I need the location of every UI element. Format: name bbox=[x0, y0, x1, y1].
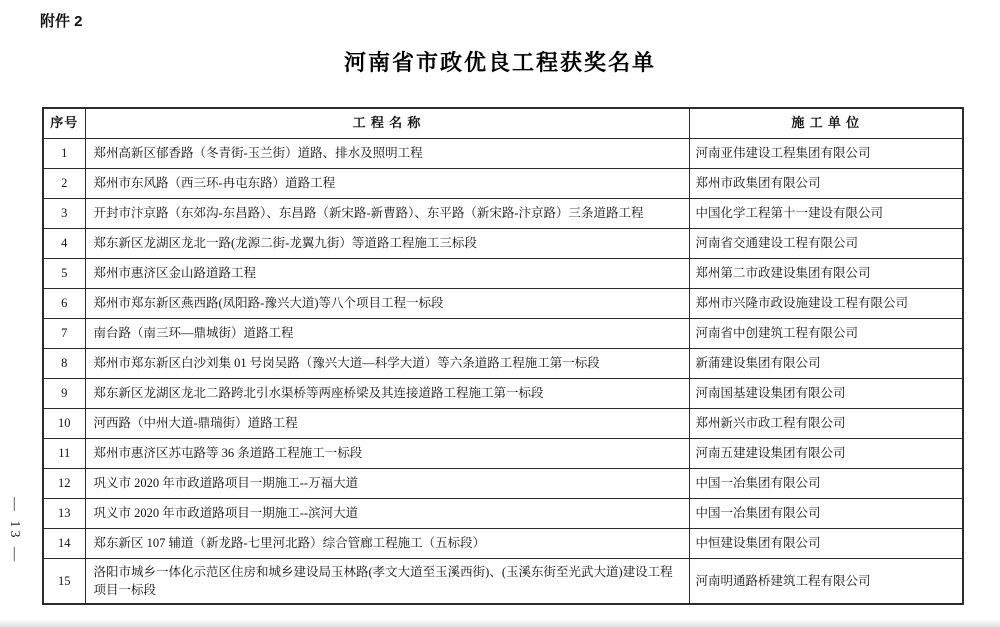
serial-no-cell: 12 bbox=[43, 468, 85, 498]
serial-no-cell: 3 bbox=[43, 198, 85, 228]
serial-no-cell: 7 bbox=[43, 318, 85, 348]
construction-unit-cell: 新蒲建设集团有限公司 bbox=[689, 348, 963, 378]
table-row bbox=[43, 138, 963, 168]
table-row bbox=[43, 168, 963, 198]
serial-no-cell: 1 bbox=[43, 138, 85, 168]
header-project-name: 工 程 名 称 bbox=[85, 108, 689, 138]
table-row bbox=[43, 378, 963, 408]
project-name-cell: 河西路（中州大道-鼎瑞街）道路工程 bbox=[85, 408, 689, 438]
serial-no-cell: 8 bbox=[43, 348, 85, 378]
serial-no-cell: 11 bbox=[43, 438, 85, 468]
table-row bbox=[43, 468, 963, 498]
table-row bbox=[43, 198, 963, 228]
project-name-cell: 郑州市惠济区苏屯路等 36 条道路工程施工一标段 bbox=[85, 438, 689, 468]
serial-no-cell: 2 bbox=[43, 168, 85, 198]
construction-unit-cell: 河南明通路桥建筑工程有限公司 bbox=[689, 558, 963, 604]
table-row bbox=[43, 228, 963, 258]
construction-unit-cell: 河南五建建设集团有限公司 bbox=[689, 438, 963, 468]
table-row bbox=[43, 348, 963, 378]
project-name-cell: 郑东新区龙湖区龙北一路(龙源二街-龙翼九街）等道路工程施工三标段 bbox=[85, 228, 689, 258]
serial-no-cell: 13 bbox=[43, 498, 85, 528]
construction-unit-cell: 河南国基建设集团有限公司 bbox=[689, 378, 963, 408]
award-list-table bbox=[42, 107, 964, 605]
project-name-cell: 郑州市东风路（西三环-冉屯东路）道路工程 bbox=[85, 168, 689, 198]
project-name-cell: 巩义市 2020 年市政道路项目一期施工--滨河大道 bbox=[85, 498, 689, 528]
construction-unit-cell: 中国一冶集团有限公司 bbox=[689, 468, 963, 498]
construction-unit-cell: 郑州市政集团有限公司 bbox=[689, 168, 963, 198]
construction-unit-cell: 郑州第二市政建设集团有限公司 bbox=[689, 258, 963, 288]
page-number: — 13 — bbox=[7, 496, 22, 564]
construction-unit-cell: 中国一冶集团有限公司 bbox=[689, 498, 963, 528]
page-title: 河南省市政优良工程获奖名单 bbox=[343, 50, 656, 75]
project-name-cell: 郑州市惠济区金山路道路工程 bbox=[85, 258, 689, 288]
table-row bbox=[43, 408, 963, 438]
project-name-cell: 郑州市郑东新区燕西路(凤阳路-豫兴大道)等八个项目工程一标段 bbox=[85, 288, 689, 318]
construction-unit-cell: 河南省中创建筑工程有限公司 bbox=[689, 318, 963, 348]
serial-no-cell: 6 bbox=[43, 288, 85, 318]
project-name-cell: 郑东新区龙湖区龙北二路跨北引水渠桥等两座桥梁及其连接道路工程施工第一标段 bbox=[85, 378, 689, 408]
header-construction-unit: 施 工 单 位 bbox=[689, 108, 963, 138]
project-name-cell: 南台路（南三环—鼎城街）道路工程 bbox=[85, 318, 689, 348]
serial-no-cell: 5 bbox=[43, 258, 85, 288]
table-row bbox=[43, 318, 963, 348]
construction-unit-cell: 郑州新兴市政工程有限公司 bbox=[689, 408, 963, 438]
project-name-cell: 郑州高新区郁香路（冬青街-玉兰街）道路、排水及照明工程 bbox=[85, 138, 689, 168]
construction-unit-cell: 河南省交通建设工程有限公司 bbox=[689, 228, 963, 258]
project-name-cell: 郑东新区 107 辅道（新龙路-七里河北路）综合管廊工程施工（五标段） bbox=[85, 528, 689, 558]
table-row bbox=[43, 498, 963, 528]
project-name-cell: 开封市汴京路（东郊沟-东昌路）、东昌路（新宋路-新曹路）、东平路（新宋路-汴京路）三条道路工程 bbox=[85, 198, 689, 228]
serial-no-cell: 14 bbox=[43, 528, 85, 558]
construction-unit-cell: 中国化学工程第十一建设有限公司 bbox=[689, 198, 963, 228]
header-serial-no: 序号 bbox=[43, 108, 85, 138]
project-name-cell: 洛阳市城乡一体化示范区住房和城乡建设局玉林路(孝文大道至玉溪西街)、(玉溪东街至光武大道)建设工程项目一标段 bbox=[85, 558, 689, 604]
project-name-cell: 郑州市郑东新区白沙刘集 01 号岗吴路（豫兴大道—科学大道）等六条道路工程施工第一标段 bbox=[85, 348, 689, 378]
attachment-label: 附件 2 bbox=[40, 13, 83, 30]
table-header-row bbox=[43, 108, 963, 138]
construction-unit-cell: 中恒建设集团有限公司 bbox=[689, 528, 963, 558]
serial-no-cell: 4 bbox=[43, 228, 85, 258]
table-row bbox=[43, 288, 963, 318]
construction-unit-cell: 河南亚伟建设工程集团有限公司 bbox=[689, 138, 963, 168]
serial-no-cell: 9 bbox=[43, 378, 85, 408]
table-row bbox=[43, 438, 963, 468]
table-row bbox=[43, 258, 963, 288]
table-row bbox=[43, 558, 963, 604]
serial-no-cell: 15 bbox=[43, 558, 85, 604]
construction-unit-cell: 郑州市兴隆市政设施建设工程有限公司 bbox=[689, 288, 963, 318]
table-row bbox=[43, 528, 963, 558]
serial-no-cell: 10 bbox=[43, 408, 85, 438]
project-name-cell: 巩义市 2020 年市政道路项目一期施工--万福大道 bbox=[85, 468, 689, 498]
